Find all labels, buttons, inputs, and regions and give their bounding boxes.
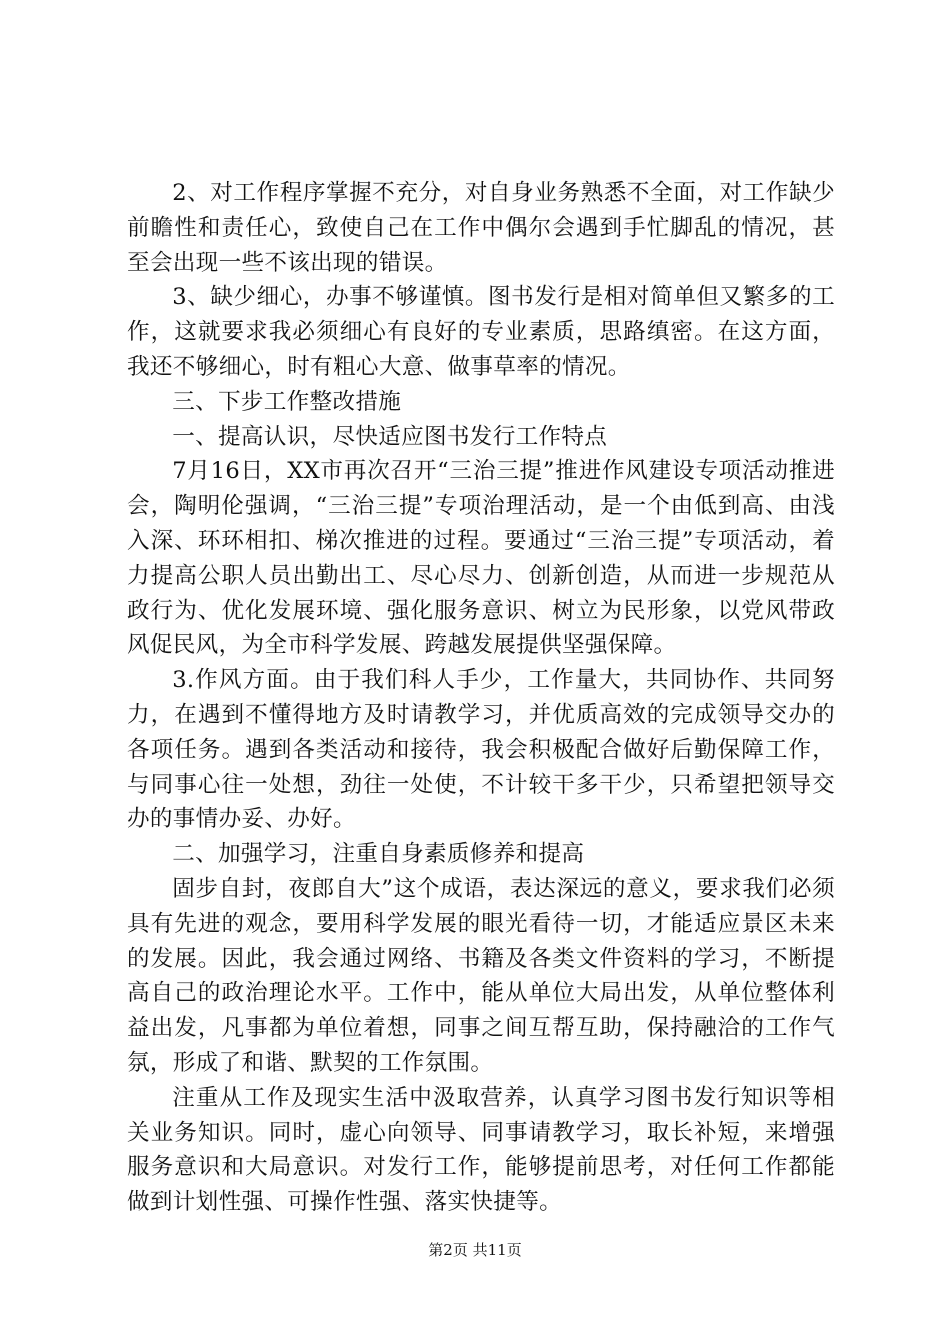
subheading-study: 二、加强学习，注重自身素质修养和提高 [172,841,585,868]
document-body [127,176,835,1220]
paragraph-1: 2、对工作程序掌握不充分，对自身业务熟悉不全面，对工作缺少前瞻性和责任心，致使自己在工作中偶尔会遇到手忙脚乱的情况，甚至会出现一些不该出现的错误。 [127,180,835,276]
paragraph-2: 3、缺少细心，办事不够谨慎。图书发行是相对简单但又繁多的工作，这就要求我必须细心有良好的专业素质，思路缜密。在这方面，我还不够细心，时有粗心大意、做事草率的情况。 [127,284,835,380]
paragraph-6: 注重从工作及现实生活中汲取营养，认真学习图书发行知识等相关业务知识。同时，虚心向领导、同事请教学习，取长补短，来增强服务意识和大局意识。对发行工作，能够提前思考，对任何工作都能做到计划性强、可操作性强、落实快捷等。 [127,1084,835,1216]
paragraph-4: 3.作风方面。由于我们科人手少，工作量大，共同协作、共同努力，在遇到不懂得地方及时请教学习，并优质高效的完成领导交办的各项任务。遇到各类活动和接待，我会积极配合做好后勤保障工作，与同事心往一处想，劲往一处使，不计较干多干少，只希望把领导交办的事情办妥、办好。 [127,667,835,833]
paragraph-3: 7月16日，XX市再次召开“三治三提”推进作风建设专项活动推进会，陶明伦强调，“三治三提”专项治理活动，是一个由低到高、由浅入深、环环相扣、梯次推进的过程。要通过“三治三提”专项活动，着力提高公职人员出勤出工、尽心尽力、创新创造，从而进一步规范从政行为、优化发展环境、强化服务意识、树立为民形象，以党风带政风促民风，为全市科学发展、跨越发展提供坚强保障。 [127,458,835,659]
page-number-footer: 第2页 共11页 [428,1241,522,1259]
section-heading-rectification: 三、下步工作整改措施 [172,388,402,415]
subheading-awareness: 一、提高认识，尽快适应图书发行工作特点 [172,423,608,450]
paragraph-5: 固步自封，夜郎自大”这个成语，表达深远的意义，要求我们必须具有先进的观念，要用科学发展的眼光看待一切，才能适应景区未来的发展。因此，我会通过网络、书籍及各类文件资料的学习，不断提高自己的政治理论水平。工作中，能从单位大局出发，从单位整体利益出发，凡事都为单位着想，同事之间互帮互助，保持融洽的工作气氛，形成了和谐、默契的工作氛围。 [127,875,835,1076]
